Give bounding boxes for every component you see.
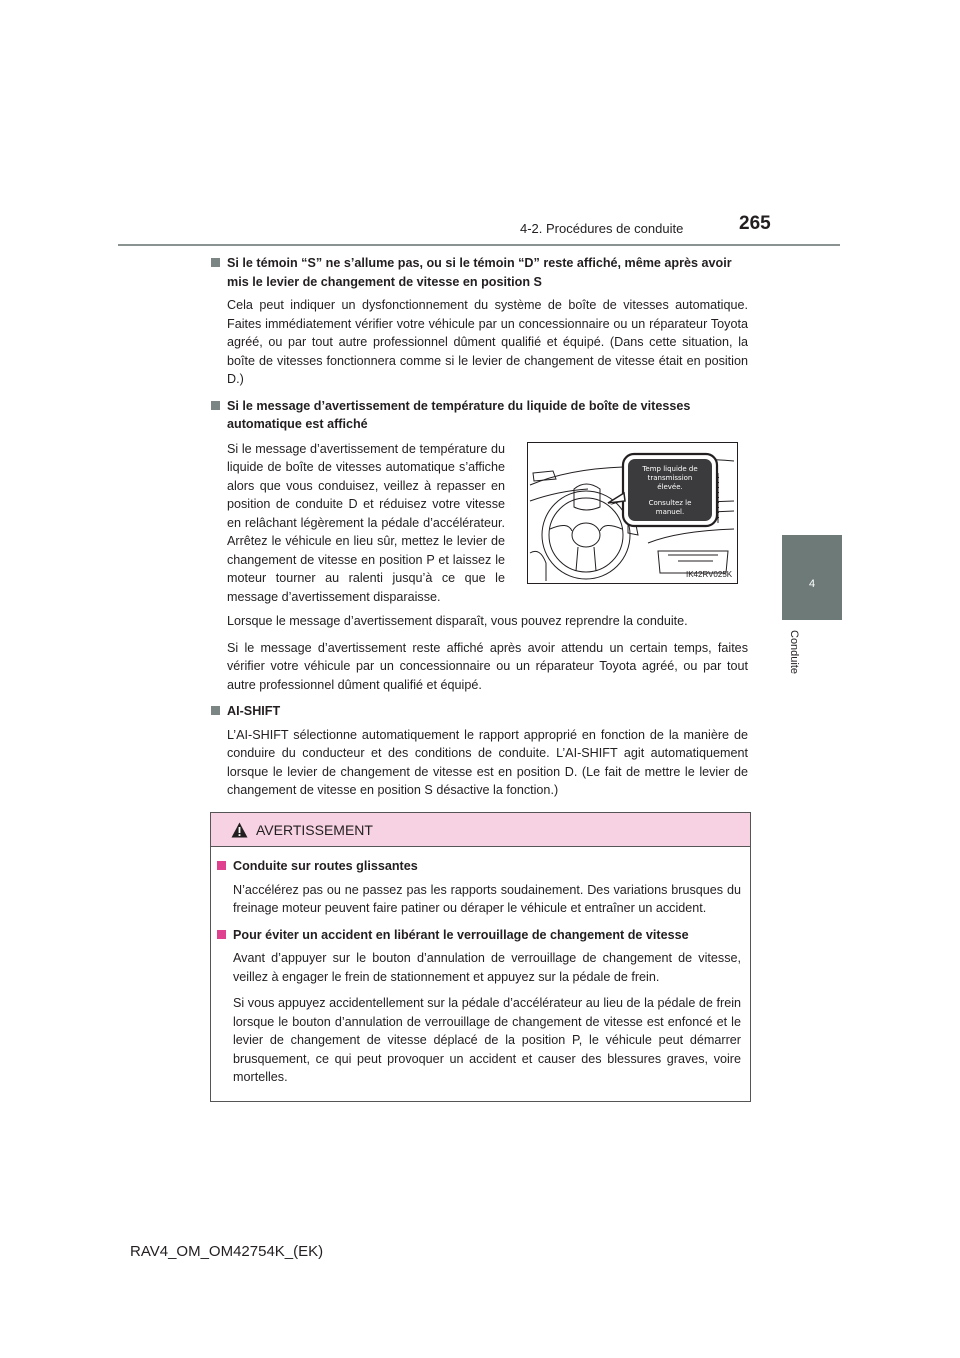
paragraph: Si vous appuyez accidentellement sur la pédale d’accélérateur au lieu de la pédale de frein lorsque le bouton d’annulation de verrouillage de changement de vitesse est enfoncé et le levier de changement de vitesse déplacé de la position P, le véhicule peut démarrer brusquement, ce qui peut provoquer un accident et causer des blessures graves, voire mortelles. <box>233 996 741 1084</box>
main-content <box>210 254 748 800</box>
warning-triangle-icon <box>231 822 248 838</box>
paragraph: Avant d’appuyer sur le bouton d’annulation de verrouillage de changement de vitesse, veillez à engager le frein de stationnement et appuyez sur la pédale de frein. <box>233 951 741 984</box>
bullet-square-icon <box>211 401 220 410</box>
section-header: 4-2. Procédures de conduite <box>520 221 684 236</box>
paragraph: Cela peut indiquer un dysfonctionnement du système de boîte de vitesses automatique. Faites immédiatement vérifier votre véhicule par un concessionnaire ou un réparateur Toyota agréé, ou par tout autre professionnel dûment qualifié et équipé. (Dans cette situation, la boîte de vitesses fonctionnera comme si le levier de changement de vitesse était en position D.) <box>227 298 748 386</box>
paragraph: Lorsque le message d’avertissement disparaît, vous pouvez reprendre la conduite. <box>227 614 688 628</box>
section-heading: AI-SHIFT <box>210 702 748 721</box>
svg-text:Consultez le: Consultez le <box>648 498 692 507</box>
section-heading: Si le témoin “S” ne s’allume pas, ou si le témoin “D” reste affiché, même après avoir mis le levier de changement de vitesse en position S <box>210 254 748 291</box>
figure-code: IK42RV025K <box>686 569 733 579</box>
warning-box <box>210 812 751 1102</box>
svg-text:manuel.: manuel. <box>655 507 685 516</box>
bullet-square-icon <box>211 258 220 267</box>
bullet-square-icon <box>211 706 220 715</box>
paragraph: Si le message d’avertissement reste affiché après avoir attendu un certain temps, faites vérifier votre véhicule par un concessionnaire ou un réparateur Toyota agréé, ou par tout autre professionnel dûment qualifié et équipé. <box>227 640 748 692</box>
dashboard-drawing <box>528 443 737 583</box>
chapter-tab-label: Conduite <box>788 630 800 675</box>
section-s-indicator <box>210 254 748 389</box>
paragraph: N’accélérez pas ou ne passez pas les rapports soudainement. Des variations brusques du freinage moteur peuvent faire patiner ou déraper le véhicule et entraîner un accident. <box>233 882 741 915</box>
warning-title: AVERTISSEMENT <box>256 821 373 838</box>
warning-item-heading: Conduite sur routes glissantes <box>216 857 741 876</box>
warning-header <box>211 813 750 847</box>
page-number: 265 <box>739 213 771 234</box>
warning-item-heading: Pour éviter un accident en libérant le verrouillage de changement de vitesse <box>216 926 741 945</box>
section-ai-shift <box>210 702 748 800</box>
section-temp-warning <box>210 397 748 695</box>
section-heading: Si le message d’avertissement de température du liquide de boîte de vitesses automatique est affiché <box>210 397 748 434</box>
header-divider <box>118 244 840 246</box>
document-code: RAV4_OM_OM42754K_(EK) <box>130 1243 324 1260</box>
paragraph: L’AI-SHIFT sélectionne automatiquement le rapport approprié en fonction de la manière de conduire du conducteur et des conditions de conduite. L’AI-SHIFT agit automatiquement lorsque le levier de changement de vitesse est en position D. (Le fait de mettre le levier de changement de vitesse en position S désactive la fonction.) <box>227 727 748 797</box>
bullet-square-icon <box>217 861 226 870</box>
svg-text:transmission: transmission <box>647 473 693 482</box>
svg-text:Temp liquide de: Temp liquide de <box>642 464 698 473</box>
bullet-square-icon <box>217 930 226 939</box>
dashboard-illustration <box>527 442 738 584</box>
svg-text:élevée.: élevée. <box>657 482 683 491</box>
warning-body <box>211 847 750 1087</box>
paragraph: Si le message d’avertissement de température du liquide de boîte de vitesses automatique s’affiche alors que vous conduisez, veillez à repasser en position de conduite D et réduisez votre vitesse en relâchant légèrement la pédale d’accélérateur. Arrêtez le véhicule en lieu sûr, mettez le levier de changement de vitesse en position P et laissez le moteur tourner au ralenti jusqu’à ce que le message d’avertissement disparaisse. <box>227 441 505 604</box>
chapter-tab-number: 4 <box>808 578 816 590</box>
